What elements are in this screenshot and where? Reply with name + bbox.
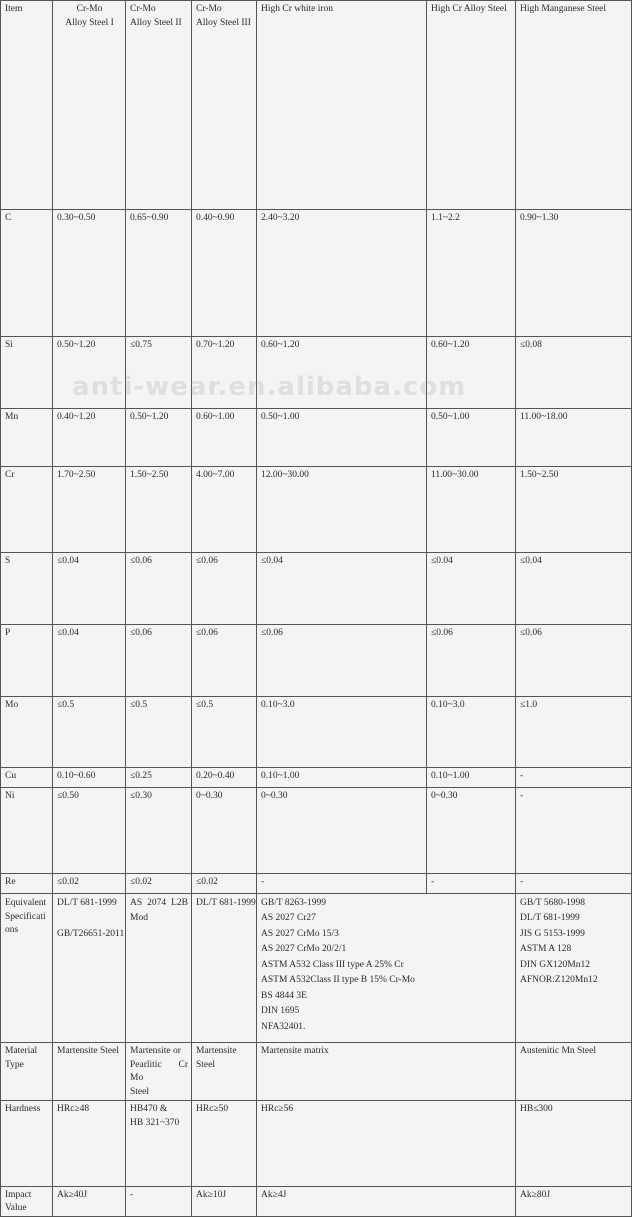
element-name: Ni	[1, 788, 53, 874]
header-crmo-alloy-steel-3: Cr-Mo Alloy Steel III	[192, 1, 257, 210]
element-value: 11.00~18.00	[516, 409, 632, 467]
element-value: 0.60~1.20	[427, 337, 516, 409]
material-type-row	[1, 1042, 632, 1100]
spec-line: DL/T 681-1999	[520, 913, 580, 924]
element-row-re	[1, 873, 632, 893]
hardness-row	[1, 1101, 632, 1187]
spec-line: AS 2027 CrMo 20/2/1	[261, 944, 347, 955]
element-name: S	[1, 552, 53, 624]
element-value: ≤0.5	[126, 696, 192, 768]
element-value: ≤0.50	[53, 788, 126, 874]
element-row-cr	[1, 467, 632, 553]
hardness-high-cr: HRc≥56	[257, 1101, 516, 1187]
impact-high-cr: Ak≥4J	[257, 1186, 516, 1217]
element-value: ≤0.06	[257, 624, 427, 696]
element-value: ≤0.25	[126, 768, 192, 788]
spec-line: GB/T 8263-1999	[261, 897, 327, 908]
element-value: 0.10~3.0	[427, 696, 516, 768]
element-value: ≤0.5	[53, 696, 126, 768]
element-value: 0.50~1.20	[53, 337, 126, 409]
element-value: 0.60~1.20	[257, 337, 427, 409]
equivalent-specifications-row	[1, 893, 632, 1042]
element-value: ≤0.5	[192, 696, 257, 768]
spec-line: DIN GX120Mn12	[520, 959, 590, 970]
element-value: 0.90~1.30	[516, 210, 632, 337]
element-row-si	[1, 337, 632, 409]
element-value: ≤0.06	[192, 552, 257, 624]
hardness-high-mn: HB≤300	[516, 1101, 632, 1187]
element-value: 0.60~1.00	[192, 409, 257, 467]
element-value: ≤1.0	[516, 696, 632, 768]
element-value: -	[516, 768, 632, 788]
element-value: -	[257, 873, 427, 893]
element-value: 0.10~1.00	[257, 768, 427, 788]
element-value: ≤0.06	[427, 624, 516, 696]
element-name: Mn	[1, 409, 53, 467]
element-name: Mo	[1, 696, 53, 768]
element-value: -	[516, 788, 632, 874]
header-high-manganese-steel: High Manganese Steel	[516, 1, 632, 210]
element-value: 0.10~3.0	[257, 696, 427, 768]
element-row-c	[1, 210, 632, 337]
header-crmo-alloy-steel-2: Cr-Mo Alloy Steel II	[126, 1, 192, 210]
spec-line: AS 2027 Cr27	[261, 913, 316, 924]
header-row	[1, 1, 632, 210]
element-value: ≤0.04	[427, 552, 516, 624]
material-high-mn: Austenitic Mn Steel	[516, 1042, 632, 1100]
element-row-mn	[1, 409, 632, 467]
element-name: Re	[1, 873, 53, 893]
equivalent-label: Equivalent Specifications	[1, 893, 53, 1042]
hardness-crmo3: HRc≥50	[192, 1101, 257, 1187]
element-value: 0.50~1.00	[257, 409, 427, 467]
impact-value-row	[1, 1186, 632, 1217]
element-value: 0.30~0.50	[53, 210, 126, 337]
header-crmo-alloy-steel-1: Cr-Mo Alloy Steel I	[53, 1, 126, 210]
element-value: ≤0.06	[516, 624, 632, 696]
equiv-crmo1: DL/T 681-1999 GB/T26651-2011	[53, 893, 126, 1042]
element-value: 0.65~0.90	[126, 210, 192, 337]
equiv-high-cr	[257, 893, 516, 1042]
equiv-crmo3	[192, 893, 257, 1042]
element-value: 1.1~2.2	[427, 210, 516, 337]
element-value: ≤0.30	[126, 788, 192, 874]
element-value: 2.40~3.20	[257, 210, 427, 337]
equiv-high-mn	[516, 893, 632, 1042]
spec-line: DL/T 681-1999	[196, 897, 256, 908]
element-value: ≤0.02	[192, 873, 257, 893]
element-value: ≤0.02	[53, 873, 126, 893]
element-value: ≤0.06	[192, 624, 257, 696]
material-label: Material Type	[1, 1042, 53, 1100]
spec-line: ASTM A 128	[520, 944, 572, 955]
watermark-text: anti-wear.en.alibaba.com	[72, 372, 467, 402]
hardness-label: Hardness	[1, 1101, 53, 1187]
hardness-crmo2: HB470 & HB 321~370	[126, 1101, 192, 1187]
element-row-p	[1, 624, 632, 696]
spec-line: ASTM A532 Class III type A 25% Cr	[261, 959, 404, 970]
element-name: P	[1, 624, 53, 696]
impact-crmo3: Ak≥10J	[192, 1186, 257, 1217]
impact-label: Impact Value	[1, 1186, 53, 1217]
spec-line: AS 2027 CrMo 15/3	[261, 928, 339, 939]
spec-line: DIN 1695	[261, 1006, 300, 1017]
element-value: 1.70~2.50	[53, 467, 126, 553]
spec-line: BS 4844 3E	[261, 990, 307, 1001]
impact-crmo2: -	[126, 1186, 192, 1217]
element-value: -	[427, 873, 516, 893]
element-value: 0.70~1.20	[192, 337, 257, 409]
element-value: 0.50~1.20	[126, 409, 192, 467]
element-value: 0.10~0.60	[53, 768, 126, 788]
header-high-cr-alloy-steel: High Cr Alloy Steel	[427, 1, 516, 210]
material-crmo2: Martensite or Pearlitic Cr Mo Steel	[126, 1042, 192, 1100]
element-value: 0.20~0.40	[192, 768, 257, 788]
element-value: ≤0.06	[126, 624, 192, 696]
element-value: ≤0.02	[126, 873, 192, 893]
element-value: 12.00~30.00	[257, 467, 427, 553]
spec-line: GB/T 5680-1998	[520, 897, 586, 908]
element-value: 0.40~0.90	[192, 210, 257, 337]
element-name: C	[1, 210, 53, 337]
spec-line: JIS G 5153-1999	[520, 928, 585, 939]
element-value: 0.10~1.00	[427, 768, 516, 788]
element-value: ≤0.04	[53, 552, 126, 624]
impact-crmo1: Ak≥40J	[53, 1186, 126, 1217]
impact-high-mn: Ak≥80J	[516, 1186, 632, 1217]
element-row-mo	[1, 696, 632, 768]
element-value: 4.00~7.00	[192, 467, 257, 553]
element-value: ≤0.06	[126, 552, 192, 624]
element-value: -	[516, 873, 632, 893]
hardness-crmo1: HRc≥48	[53, 1101, 126, 1187]
element-value: ≤0.04	[257, 552, 427, 624]
element-value: ≤0.04	[53, 624, 126, 696]
element-row-s	[1, 552, 632, 624]
material-crmo3: Martensite Steel	[192, 1042, 257, 1100]
material-high-cr: Martensite matrix	[257, 1042, 516, 1100]
element-value: 1.50~2.50	[126, 467, 192, 553]
element-value: 0~0.30	[427, 788, 516, 874]
header-item: Item	[1, 1, 53, 210]
element-value: ≤0.08	[516, 337, 632, 409]
element-row-ni	[1, 788, 632, 874]
element-value: 11.00~30.00	[427, 467, 516, 553]
spec-line: NFA32401.	[261, 1021, 306, 1032]
header-high-cr-white-iron: High Cr white iron	[257, 1, 427, 210]
equiv-crmo2: AS 2074 L2B Mod	[126, 893, 192, 1042]
element-row-cu	[1, 768, 632, 788]
element-value: 0~0.30	[257, 788, 427, 874]
element-name: Cr	[1, 467, 53, 553]
element-value: ≤0.75	[126, 337, 192, 409]
element-value: 0.50~1.00	[427, 409, 516, 467]
element-name: Cu	[1, 768, 53, 788]
spec-line: ASTM A532Class II type B 15% Cr-Mo	[261, 975, 415, 986]
element-value: 0.40~1.20	[53, 409, 126, 467]
spec-line: AFNOR:Z120Mn12	[520, 975, 598, 986]
material-crmo1: Martensite Steel	[53, 1042, 126, 1100]
element-value: 0~0.30	[192, 788, 257, 874]
element-value: 1.50~2.50	[516, 467, 632, 553]
element-name: Si	[1, 337, 53, 409]
element-value: ≤0.04	[516, 552, 632, 624]
